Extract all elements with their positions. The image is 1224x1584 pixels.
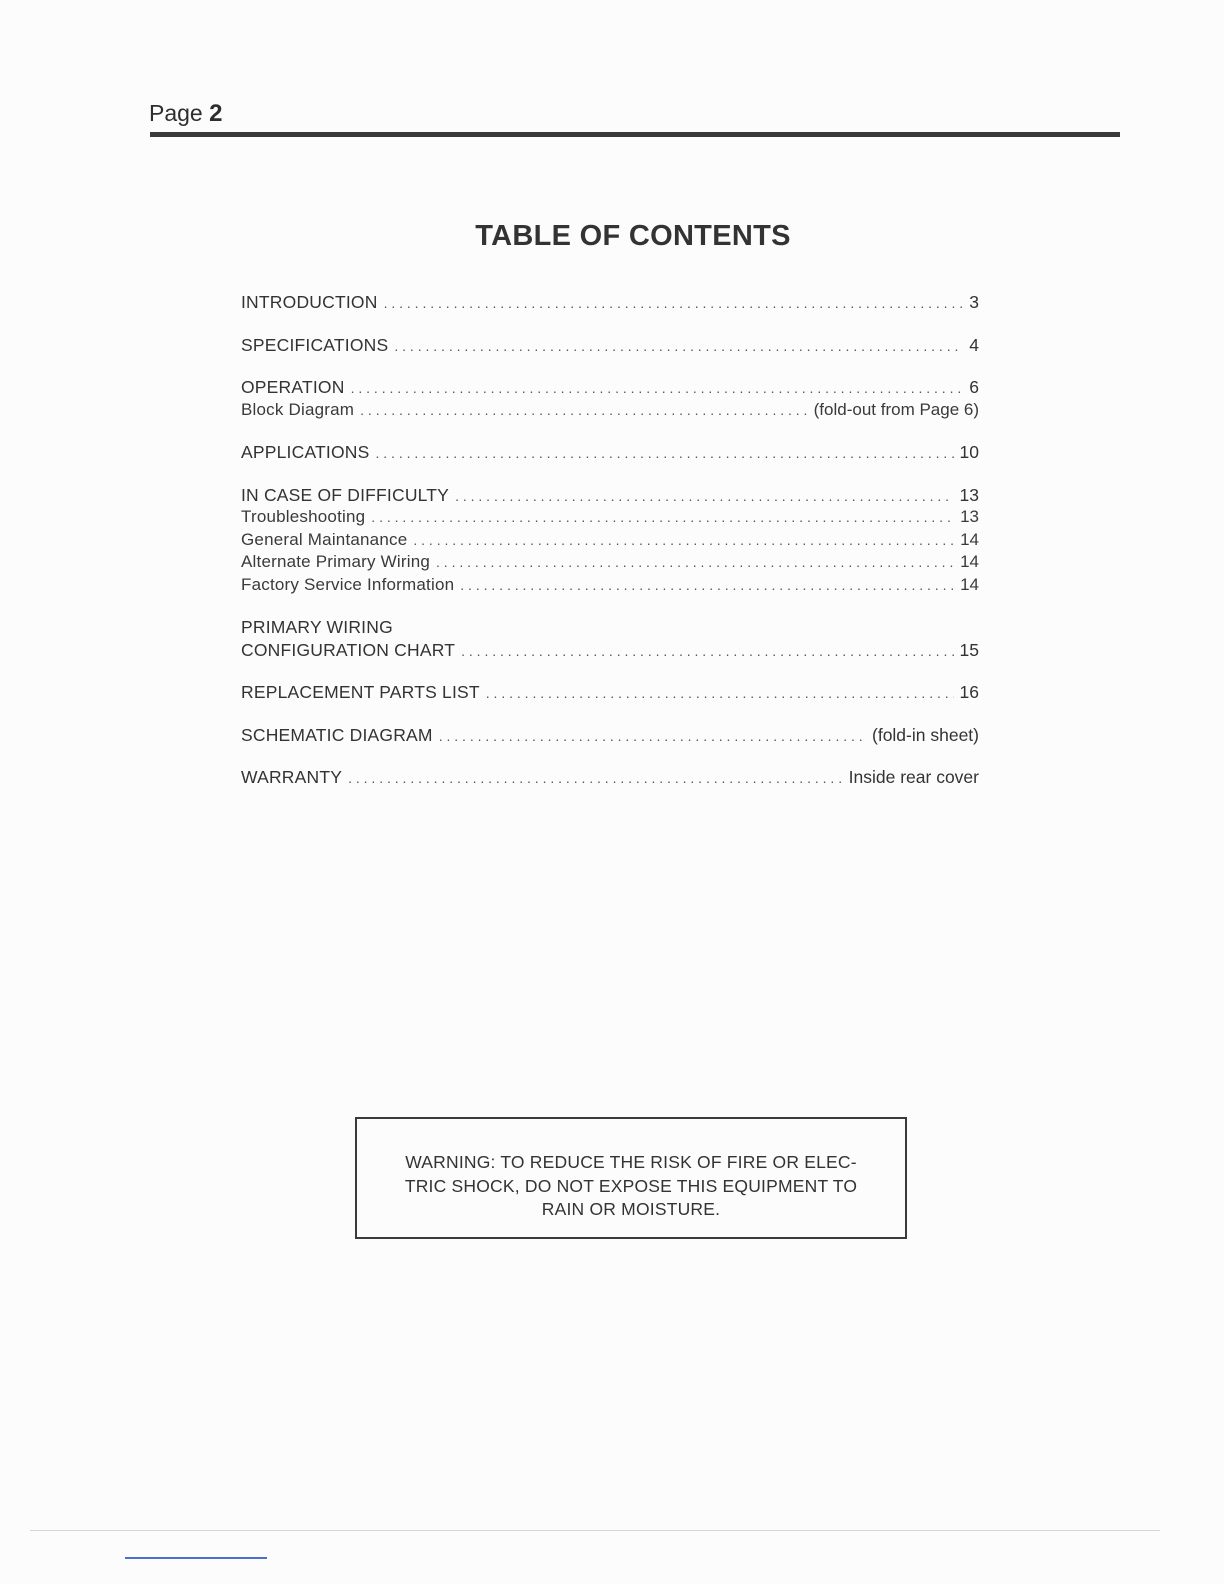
toc-entry-page: (fold-in sheet)	[872, 724, 979, 745]
toc-entry-label: Troubleshooting	[241, 507, 366, 526]
toc-leader-dots	[384, 295, 964, 311]
page-number	[149, 100, 222, 128]
toc-entry-label: IN CASE OF DIFFICULTY	[241, 484, 450, 505]
toc-entry	[241, 442, 979, 465]
toc-title: TABLE OF CONTENTS	[475, 220, 791, 252]
toc-leader-dots	[413, 532, 954, 548]
toc-leader-dots	[436, 554, 954, 570]
toc-entry	[241, 767, 979, 790]
toc-subentry	[241, 530, 979, 553]
toc-entry	[241, 292, 979, 315]
toc-entry	[241, 485, 979, 508]
toc-subentry	[241, 507, 979, 530]
toc-entry-page: 15	[959, 639, 979, 660]
warning-line: RAIN OR MOISTURE.	[541, 1199, 721, 1219]
toc-entry-page: 4	[969, 334, 979, 355]
toc-subentry	[241, 400, 979, 423]
toc-group	[241, 442, 979, 465]
page-label: Page	[149, 100, 203, 126]
toc-entry-page: 13	[960, 507, 979, 526]
toc-leader-dots	[486, 685, 954, 701]
toc-entry-label: CONFIGURATION CHART	[241, 639, 456, 660]
toc-entry	[241, 335, 979, 358]
toc-leader-dots	[439, 728, 866, 744]
toc-entry-label: APPLICATIONS	[241, 442, 370, 462]
toc-entry-label: INTRODUCTION	[241, 292, 378, 312]
scan-edge-line	[30, 1530, 1160, 1531]
toc-subentry	[241, 575, 979, 598]
warning-text	[377, 1151, 885, 1222]
toc-entry	[241, 682, 979, 705]
toc-entry	[241, 377, 979, 400]
toc-entry	[241, 617, 979, 640]
table-of-contents	[241, 292, 979, 810]
toc-entry-page: 6	[969, 377, 979, 397]
toc-entry-label: Factory Service Information	[241, 574, 455, 594]
toc-entry-label: PRIMARY WIRING	[241, 617, 393, 637]
toc-entry-label: SPECIFICATIONS	[241, 334, 389, 355]
toc-group	[241, 485, 979, 598]
toc-entry-page: 10	[959, 442, 979, 462]
toc-entry-page: 14	[960, 552, 979, 571]
toc-leader-dots	[351, 380, 964, 396]
toc-entry-page: 13	[959, 484, 979, 505]
page-number-value: 2	[209, 100, 223, 127]
toc-entry-label: WARRANTY	[241, 767, 343, 787]
warning-line: TRIC SHOCK, DO NOT EXPOSE THIS EQUIPMENT TO	[404, 1175, 858, 1196]
toc-leader-dots	[376, 445, 954, 461]
toc-group	[241, 292, 979, 315]
toc-subentry	[241, 552, 979, 575]
toc-group	[241, 725, 979, 748]
toc-entry-label: Block Diagram	[241, 399, 355, 419]
toc-entry-page: Inside rear cover	[848, 767, 979, 787]
toc-leader-dots	[371, 509, 954, 525]
header-rule	[150, 132, 1120, 137]
toc-group	[241, 335, 979, 358]
toc-group	[241, 377, 979, 422]
toc-entry-page: (fold-out from Page 6)	[813, 399, 979, 419]
toc-group	[241, 617, 979, 662]
toc-entry-page: 14	[960, 574, 979, 594]
toc-entry-label: Alternate Primary Wiring	[241, 552, 431, 571]
toc-entry	[241, 640, 979, 663]
toc-group	[241, 682, 979, 705]
toc-entry-label: General Maintanance	[241, 529, 408, 549]
warning-box	[355, 1117, 907, 1239]
toc-leader-dots	[455, 488, 953, 504]
toc-entry-label: SCHEMATIC DIAGRAM	[241, 724, 433, 745]
warning-line: WARNING: TO REDUCE THE RISK OF FIRE OR ELEC-	[405, 1152, 857, 1172]
toc-leader-dots	[461, 643, 953, 659]
toc-entry-page: 3	[969, 292, 979, 312]
toc-entry	[241, 725, 979, 748]
toc-entry-label: REPLACEMENT PARTS LIST	[241, 682, 480, 702]
toc-entry-page: 16	[959, 682, 979, 702]
toc-leader-dots	[460, 577, 954, 593]
toc-leader-dots	[394, 338, 963, 354]
toc-entry-page: 14	[960, 529, 979, 549]
toc-leader-dots	[348, 770, 843, 786]
toc-leader-dots	[360, 402, 808, 418]
toc-entry-label: OPERATION	[241, 377, 345, 397]
toc-group	[241, 767, 979, 790]
scan-edge-mark	[125, 1557, 267, 1559]
